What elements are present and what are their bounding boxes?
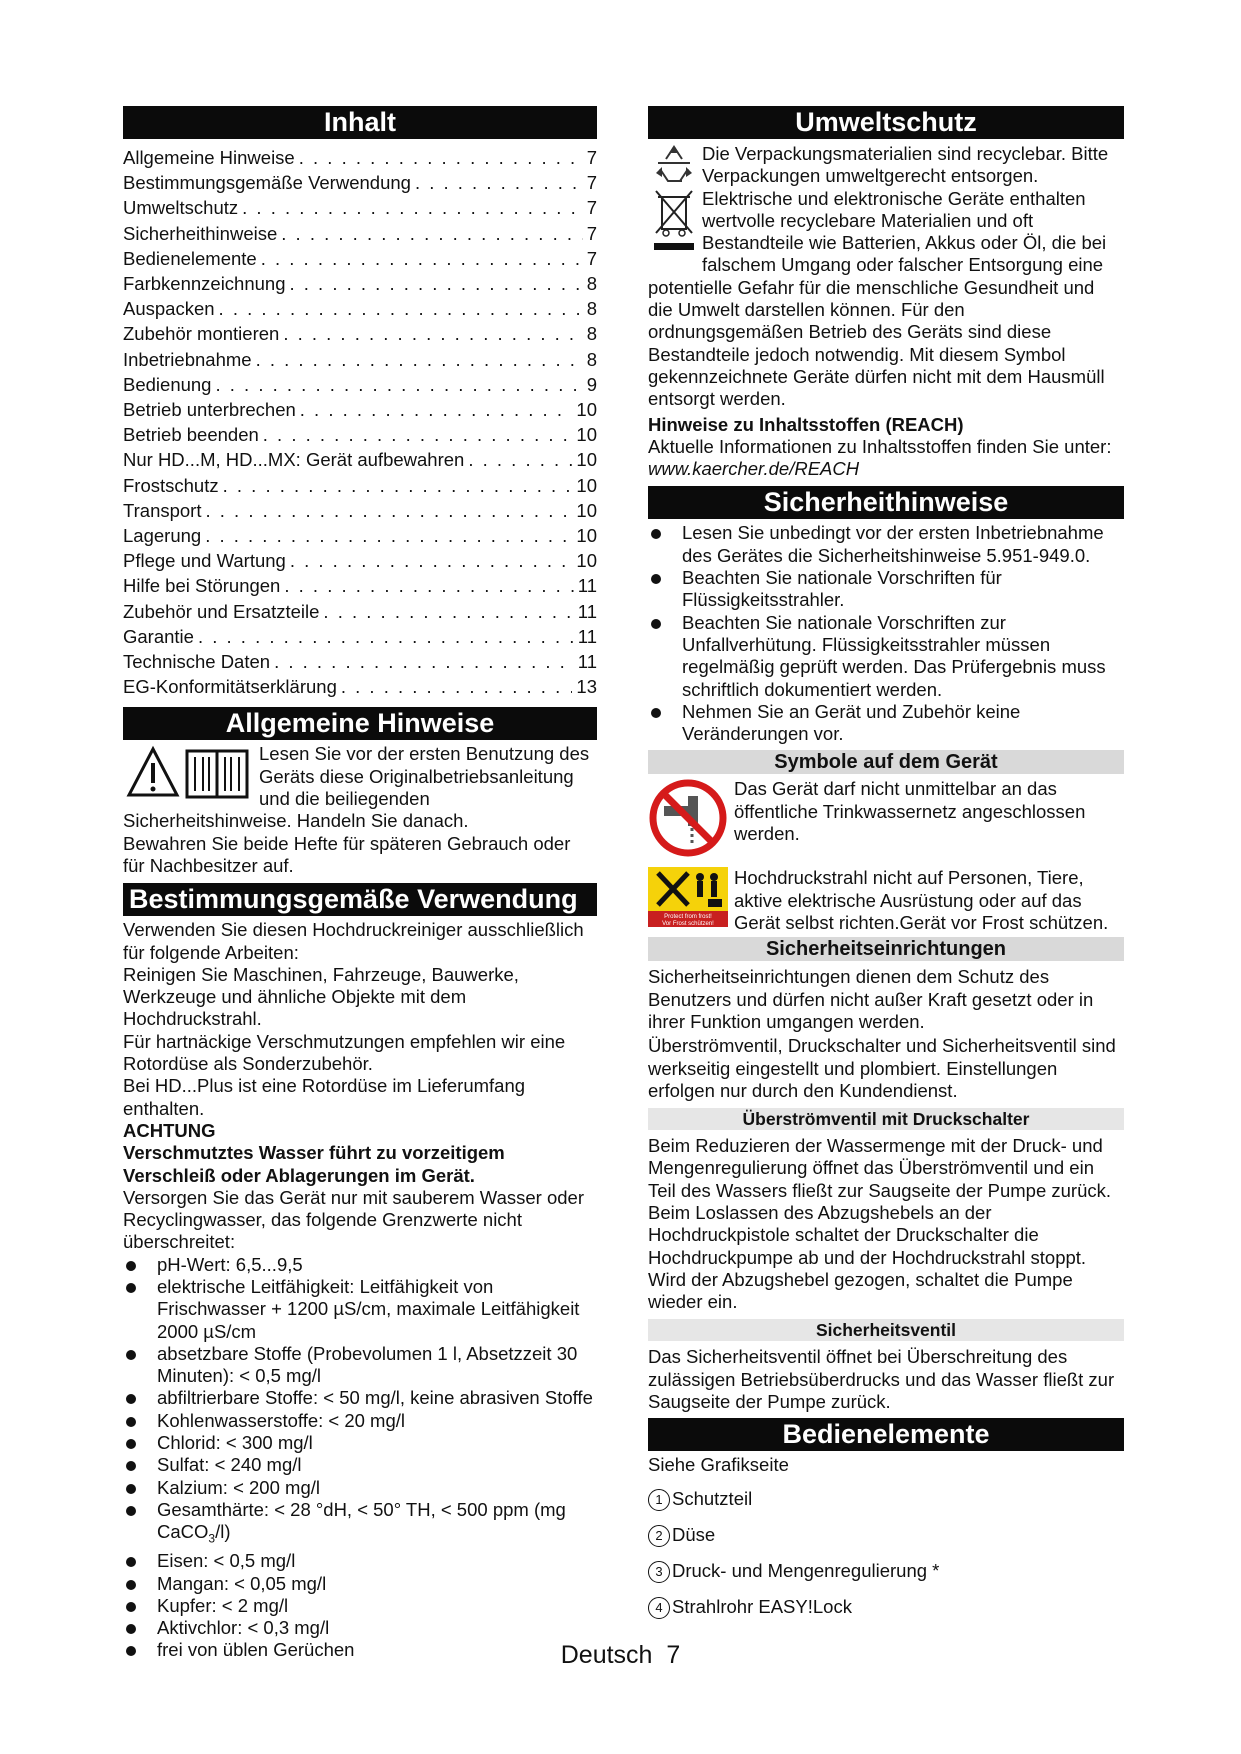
achtung-label: ACHTUNG — [123, 1119, 216, 1141]
list-item: Kohlenwasserstoffe: < 20 mg/l — [123, 1410, 597, 1432]
toc-leader-dots — [341, 674, 573, 699]
toc-leader-dots — [468, 447, 572, 472]
list-item: pH-Wert: 6,5...9,5 — [123, 1254, 597, 1276]
toc-leader-dots — [215, 372, 582, 397]
list-item: Beachten Sie nationale Vorschriften zur Unfallverhütung. Flüssigkeitsstrahler müssen regelmäßig geprüft werden. Das Prüfergebnis muss schriftlich dokumentiert werden. — [648, 612, 1124, 701]
toc-entry-page: 9 — [586, 373, 597, 395]
reach-text — [648, 436, 1124, 481]
list-item: Nehmen Sie an Gerät und Zubehör keine Veränderungen vor. — [648, 701, 1124, 746]
reach-heading: Hinweise zu Inhaltsstoffen (REACH) — [648, 413, 964, 435]
number-badge: 3 — [648, 1561, 670, 1583]
toc-entry[interactable] — [123, 649, 597, 674]
list-item: Eisen: < 0,5 mg/l — [123, 1550, 597, 1572]
sicherheitsventil-body — [648, 1346, 1124, 1413]
toc-entry[interactable] — [123, 195, 597, 220]
bedienelemente-body — [648, 1454, 1124, 1624]
right-column — [648, 106, 1124, 1625]
list-item — [648, 1517, 1124, 1553]
toc-leader-dots — [283, 321, 582, 346]
toc-entry-page: 8 — [586, 273, 597, 295]
verwendung-text-5: Versorgen Sie das Gerät nur mit sauberem Wasser oder Recyclingwasser, das folgende Grenzwerte nicht überschreitet: — [123, 1186, 584, 1253]
toc-leader-dots — [198, 624, 574, 649]
toc-heading: Inhalt — [123, 106, 597, 139]
toc-leader-dots — [290, 271, 583, 296]
toc-entry-page: 8 — [586, 323, 597, 345]
verwendung-text-4: Bei HD...Plus ist eine Rotordüse im Lieferumfang enthalten. — [123, 1075, 526, 1119]
footer-language: Deutsch — [560, 1641, 653, 1669]
number-badge: 1 — [648, 1489, 670, 1511]
toc-entry-page: 8 — [586, 298, 597, 320]
verwendung-body — [123, 919, 597, 1661]
toc-entry[interactable] — [123, 422, 597, 447]
list-item — [123, 1499, 597, 1550]
list-item: Sulfat: < 240 mg/l — [123, 1454, 597, 1476]
list-item-text: Gesamthärte: < 28 °dH, < 50° TH, < 500 ppm (mg CaCO — [157, 1498, 566, 1543]
einrichtungen-text-2: Überströmventil, Druckschalter und Sicherheitsventil sind werkseitig eingestellt und plombiert. Einstellungen erfolgen nur durch den Kundendienst. — [648, 1035, 1116, 1101]
toc-entry-page: 10 — [576, 424, 597, 446]
list-item: frei von üblen Gerüchen — [123, 1639, 597, 1661]
toc-entry-page: 10 — [576, 449, 597, 471]
control-label: Schutzteil — [672, 1487, 753, 1509]
toc-entry-page: 11 — [577, 575, 597, 597]
list-item: Lesen Sie unbedingt vor der ersten Inbetriebnahme des Gerätes die Sicherheitshinweise 5.951-949.0. — [648, 522, 1124, 567]
sventil-text: Das Sicherheitsventil öffnet bei Überschreitung des zulässigen Betriebsüberdrucks und das Wasser fließt zur Saugseite der Pumpe zurück. — [648, 1346, 1115, 1413]
umweltschutz-text-1: Die Verpackungsmaterialien sind recyclebar. Bitte Verpackungen umweltgerecht entsorgen. — [702, 143, 1109, 187]
toc-leader-dots — [223, 473, 573, 498]
ueberstrom-text-2: Beim Loslassen des Abzugshebels an der Hochdruckpistole schaltet der Druckschalter die Hochdruckpumpe ab und der Hochdruckstrahl stoppt. — [648, 1201, 1087, 1268]
toc-entry[interactable] — [123, 372, 597, 397]
toc-entry-page: 10 — [576, 550, 597, 572]
controls-list — [648, 1481, 1124, 1625]
toc-entry-label: Nur HD...M, HD...MX: Gerät aufbewahren — [123, 449, 465, 471]
toc-entry-page: 7 — [586, 222, 597, 244]
page-footer — [0, 1641, 1241, 1670]
toc-entry-label: Zubehör und Ersatzteile — [123, 600, 320, 622]
toc-entry[interactable] — [123, 599, 597, 624]
toc-entry-page: 8 — [586, 348, 597, 370]
toc-leader-dots — [300, 397, 573, 422]
toc-entry-label: EG-Konformitätserklärung — [123, 676, 337, 698]
toc-entry-label: Technische Daten — [123, 651, 271, 673]
toc-entry[interactable] — [123, 145, 597, 170]
subheading-symbole: Symbole auf dem Gerät — [648, 750, 1124, 774]
toc-entry[interactable] — [123, 674, 597, 699]
control-label: Druck- und Mengenregulierung * — [672, 1559, 940, 1581]
allgemeine-hinweise-body — [123, 743, 597, 877]
toc-leader-dots — [323, 599, 573, 624]
toc-entry-label: Lagerung — [123, 525, 202, 547]
verwendung-text-1: Verwenden Sie diesen Hochdruckreiniger ausschließlich für folgende Arbeiten: — [123, 919, 584, 963]
toc-entry-page: 11 — [577, 625, 597, 647]
toc-leader-dots — [242, 195, 583, 220]
section-heading-bestimmungsgemaesse-verwendung: Bestimmungsgemäße Verwendung — [123, 883, 597, 916]
warning-and-manual-icon — [123, 743, 253, 808]
toc-leader-dots — [290, 548, 573, 573]
list-item: abfiltrierbare Stoffe: < 50 mg/l, keine abrasiven Stoffe — [123, 1387, 597, 1409]
umweltschutz-text-2: Elektrische und elektronische Geräte enthalten wertvolle recyclebare Materialien und oft Bestandteile wie Batterien, Akkus oder Öl, die bei falschem Umgang oder falscher Entsorgung eine potentielle Gefahr für die menschliche Gesundheit und die Umwelt darstellen können. Für den ordnungsgemäßen Betrieb des Geräts sind diese Bestandteile jedoch notwendig. Mit diesem Symbol gekennzeichnete Geräte dürfen nicht mit dem Hausmüll entsorgt werden. — [648, 187, 1107, 410]
toc-entry[interactable] — [123, 221, 597, 246]
allgemeine-hinweise-text: Lesen Sie vor der ersten Benutzung des Geräts diese Originalbetriebsanleitung und die beiliegenden Sicherheitshinweise. Handeln Sie danach. — [123, 743, 590, 832]
symbol-text-2: Hochdruckstrahl nicht auf Personen, Tiere, aktive elektrische Ausrüstung oder auf das Gerät selbst richten.Gerät vor Frost schützen. — [734, 867, 1109, 934]
toc-entry-label: Allgemeine Hinweise — [123, 147, 295, 168]
ueberstroemventil-body — [648, 1135, 1124, 1313]
verwendung-text-2: Reinigen Sie Maschinen, Fahrzeuge, Bauwerke, Werkzeuge und ähnliche Objekte mit dem Hochdruckstrahl. — [123, 963, 519, 1030]
sign-text-en: Protect from frost! — [664, 914, 712, 921]
toc-entry-label: Bedienung — [123, 373, 212, 395]
toc-entry[interactable] — [123, 447, 597, 472]
toc-entry-label: Frostschutz — [123, 474, 219, 496]
list-item-tail: /l) — [215, 1521, 231, 1543]
toc-entry-label: Transport — [123, 499, 202, 521]
subscript: 3 — [208, 1531, 216, 1546]
toc-entry[interactable] — [123, 473, 597, 498]
toc-entry[interactable] — [123, 548, 597, 573]
toc-entry-label: Sicherheithinweise — [123, 222, 278, 244]
ueberstrom-text-1: Beim Reduzieren der Wassermenge mit der Druck- und Mengenregulierung öffnet das Überströmventil und ein Teil des Wassers fließt zur Saugseite der Pumpe zurück. — [648, 1135, 1112, 1201]
toc-entry-page: 7 — [586, 147, 597, 168]
toc-entry-label: Farbkennzeichnung — [123, 273, 286, 295]
number-badge: 4 — [648, 1597, 670, 1619]
toc-entry-label: Pflege und Wartung — [123, 550, 286, 572]
toc-entry-label: Bestimmungsgemäße Verwendung — [123, 172, 411, 194]
toc-entry[interactable] — [123, 271, 597, 296]
toc-entry-label: Betrieb unterbrechen — [123, 399, 296, 421]
list-item: Chlorid: < 300 mg/l — [123, 1432, 597, 1454]
list-item: Mangan: < 0,05 mg/l — [123, 1573, 597, 1595]
toc-entry[interactable] — [123, 523, 597, 548]
toc-entry[interactable] — [123, 498, 597, 523]
water-limits-list — [123, 1254, 597, 1662]
toc-entry[interactable] — [123, 573, 597, 598]
number-badge: 2 — [648, 1525, 670, 1547]
einrichtungen-text-1: Sicherheitseinrichtungen dienen dem Schutz des Benutzers und dürfen nicht außer Kraft gesetzt oder in ihrer Funktion umgangen werden. — [648, 966, 1094, 1032]
toc-leader-dots — [205, 498, 572, 523]
toc-entry-label: Zubehör montieren — [123, 323, 280, 345]
toc-leader-dots — [205, 523, 572, 548]
toc-entry-page: 11 — [577, 600, 597, 622]
toc-entry[interactable] — [123, 624, 597, 649]
symbole-body — [648, 778, 1124, 934]
toc-entry[interactable] — [123, 347, 597, 372]
bedien-intro: Siehe Grafikseite — [648, 1454, 789, 1476]
subheading-ueberstroemventil: Überströmventil mit Druckschalter — [648, 1108, 1124, 1130]
toc-leader-dots — [281, 221, 582, 246]
section-heading-sicherheithinweise: Sicherheithinweise — [648, 486, 1124, 519]
allgemeine-hinweise-text-2: Bewahren Sie beide Hefte für späteren Gebrauch oder für Nachbesitzer auf. — [123, 832, 571, 876]
toc-entry-page: 10 — [576, 399, 597, 421]
toc-leader-dots — [415, 170, 583, 195]
toc-entry-page: 10 — [576, 525, 597, 547]
toc-entry-label: Bedienelemente — [123, 247, 257, 269]
toc-entry-page: 10 — [576, 474, 597, 496]
reach-intro: Aktuelle Informationen zu Inhaltsstoffen finden Sie unter: — [648, 435, 1112, 457]
reach-link[interactable]: www.kaercher.de/REACH — [648, 458, 860, 480]
no-drinking-water-connection-icon — [648, 778, 728, 863]
toc-leader-dots — [261, 246, 583, 271]
toc-leader-dots — [263, 422, 573, 447]
symbol-text-1: Das Gerät darf nicht unmittelbar an das öffentliche Trinkwassernetz angeschlossen werden. — [734, 778, 1086, 845]
list-item: Aktivchlor: < 0,3 mg/l — [123, 1617, 597, 1639]
toc-entry-label: Hilfe bei Störungen — [123, 575, 281, 597]
sicherheitseinrichtungen-body — [648, 966, 1124, 1102]
toc-entry[interactable] — [123, 246, 597, 271]
toc-entry-page: 7 — [586, 247, 597, 269]
toc-entry-label: Garantie — [123, 625, 194, 647]
list-item — [648, 1481, 1124, 1517]
achtung-warning: Verschmutztes Wasser führt zu vorzeitigem Verschleiß oder Ablagerungen im Gerät. — [123, 1142, 505, 1186]
toc-leader-dots — [274, 649, 574, 674]
control-label: Düse — [672, 1523, 716, 1545]
list-item: absetzbare Stoffe (Probevolumen 1 l, Absetzzeit 30 Minuten): < 0,5 mg/l — [123, 1343, 597, 1388]
section-heading-bedienelemente: Bedienelemente — [648, 1418, 1124, 1451]
toc-leader-dots — [284, 573, 573, 598]
section-heading-umweltschutz: Umweltschutz — [648, 106, 1124, 139]
umweltschutz-body — [648, 143, 1124, 480]
ueberstrom-text-3: Wird der Abzugshebel gezogen, schaltet die Pumpe wieder ein. — [648, 1268, 1073, 1313]
toc-leader-dots — [299, 145, 583, 170]
toc-entry-label: Betrieb beenden — [123, 424, 259, 446]
toc-entry-page: 7 — [586, 172, 597, 194]
toc-entry-page: 13 — [576, 676, 597, 698]
high-pressure-warning-icon — [648, 867, 728, 932]
left-column — [123, 106, 597, 1662]
list-item: Kalzium: < 200 mg/l — [123, 1477, 597, 1499]
toc-entry-page: 7 — [586, 197, 597, 219]
list-item — [648, 1553, 1124, 1589]
list-item — [648, 1589, 1124, 1625]
section-heading-allgemeine-hinweise: Allgemeine Hinweise — [123, 707, 597, 740]
recycling-and-waste-bin-icons — [652, 143, 696, 258]
toc-entry[interactable] — [123, 296, 597, 321]
toc-entry-label: Inbetriebnahme — [123, 348, 252, 370]
toc-entry-label: Umweltschutz — [123, 197, 239, 219]
toc-entry[interactable] — [123, 170, 597, 195]
subheading-sicherheitseinrichtungen: Sicherheitseinrichtungen — [648, 937, 1124, 961]
subheading-sicherheitsventil: Sicherheitsventil — [648, 1319, 1124, 1341]
toc-entry[interactable] — [123, 397, 597, 422]
toc-leader-dots — [256, 347, 583, 372]
toc-entry[interactable] — [123, 321, 597, 346]
list-item: Beachten Sie nationale Vorschriften für Flüssigkeitsstrahler. — [648, 567, 1124, 612]
sign-text-de: Vor Frost schützen! — [662, 921, 714, 928]
list-item: elektrische Leitfähigkeit: Leitfähigkeit von Frischwasser + 1200 µS/cm, maximale Leitfähigkeit 2000 µS/cm — [123, 1276, 597, 1343]
toc-entry-page: 10 — [576, 499, 597, 521]
table-of-contents — [123, 145, 597, 699]
footer-page-number: 7 — [666, 1641, 681, 1669]
list-item: Kupfer: < 2 mg/l — [123, 1595, 597, 1617]
control-label: Strahlrohr EASY!Lock — [672, 1595, 852, 1617]
toc-entry-label: Auspacken — [123, 298, 215, 320]
toc-leader-dots — [219, 296, 583, 321]
safety-list — [648, 522, 1124, 745]
verwendung-text-3: Für hartnäckige Verschmutzungen empfehlen wir eine Rotordüse als Sonderzubehör. — [123, 1030, 566, 1075]
toc-entry-page: 11 — [577, 651, 597, 673]
